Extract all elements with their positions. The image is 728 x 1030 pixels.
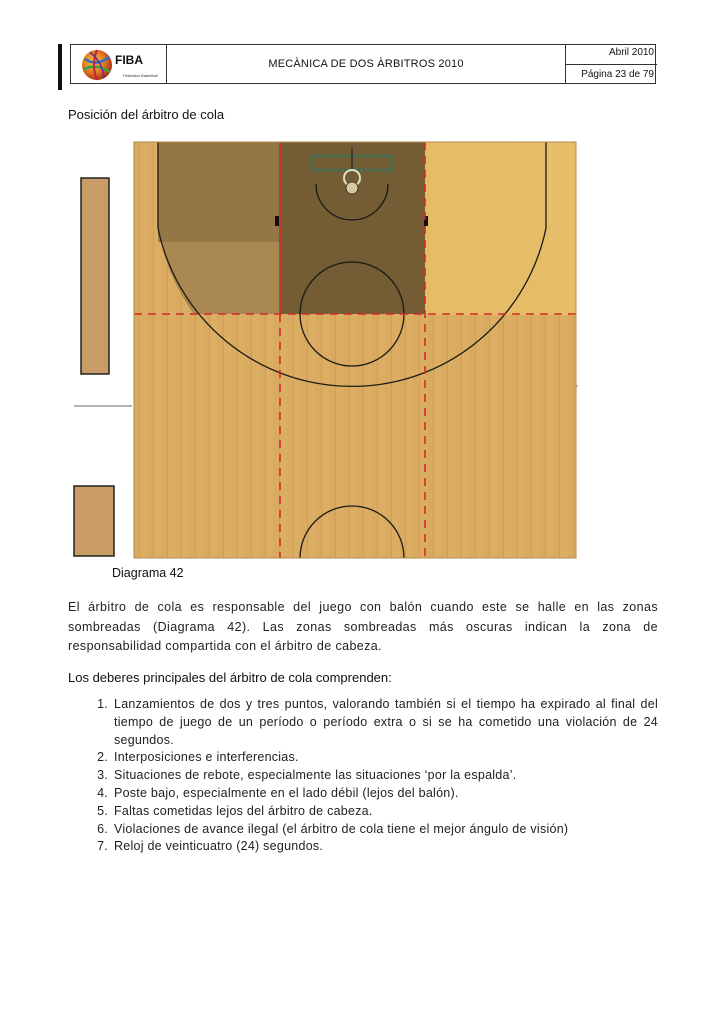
body-paragraph: El árbitro de cola es responsable del juego con balón cuando este se halle en las zonas sombreadas (Diagrama 42). Las zonas sombreadas más oscuras indican la zona de responsabilidad compartida con el árbitro de cabeza. — [68, 600, 658, 653]
document-title: MECÀNICA DE DOS ÀRBITROS 2010 — [268, 58, 464, 70]
list-item: 5. Faltas cometidas lejos del árbitro de cabeza. — [97, 803, 373, 818]
list-item: 7. Reloj de veinticuatro (24) segundos. — [97, 839, 324, 854]
duties-heading: Los deberes principales del árbitro de cola comprenden: — [68, 670, 392, 685]
header-divider — [565, 64, 657, 65]
shaded-zone — [425, 142, 546, 314]
header-margin-bar — [58, 44, 62, 90]
page-header — [70, 44, 656, 84]
key-area — [158, 142, 280, 242]
list-item: 2. Interposiciones e interferencias. — [97, 750, 299, 765]
list-item: 4. Poste bajo, especialmente en el lado débil (lejos del balón). — [97, 785, 459, 800]
section-title: Posición del árbitro de cola — [68, 107, 225, 122]
bench — [81, 178, 109, 374]
svg-text:FIBA: FIBA — [115, 53, 143, 67]
page-number: Página 23 de 79 — [581, 69, 654, 80]
list-item: 1. Lanzamientos de dos y tres puntos, valorando también si el tiempo ha expirado al final del tiempo de juego de un período o período extra o si se ha cometido una violación de 24 segundos. — [97, 697, 658, 747]
duties-list — [88, 696, 658, 856]
lane-marker — [275, 216, 279, 226]
list-item: 6. Violaciones de avance ilegal (el árbitro de cola tiene el mejor ángulo de visión) — [97, 821, 569, 836]
header-date: Abril 2010 — [608, 47, 654, 58]
diagram-caption: Diagrama 42 — [112, 566, 184, 580]
bench — [74, 486, 114, 556]
court-diagram — [70, 138, 580, 560]
fiba-logo — [81, 47, 161, 81]
hoop — [346, 182, 358, 194]
svg-text:Fédération Basketball: Fédération Basketball — [123, 74, 158, 78]
list-item: 3. Situaciones de rebote, especialmente las situaciones ‘por la espalda’. — [97, 768, 517, 783]
